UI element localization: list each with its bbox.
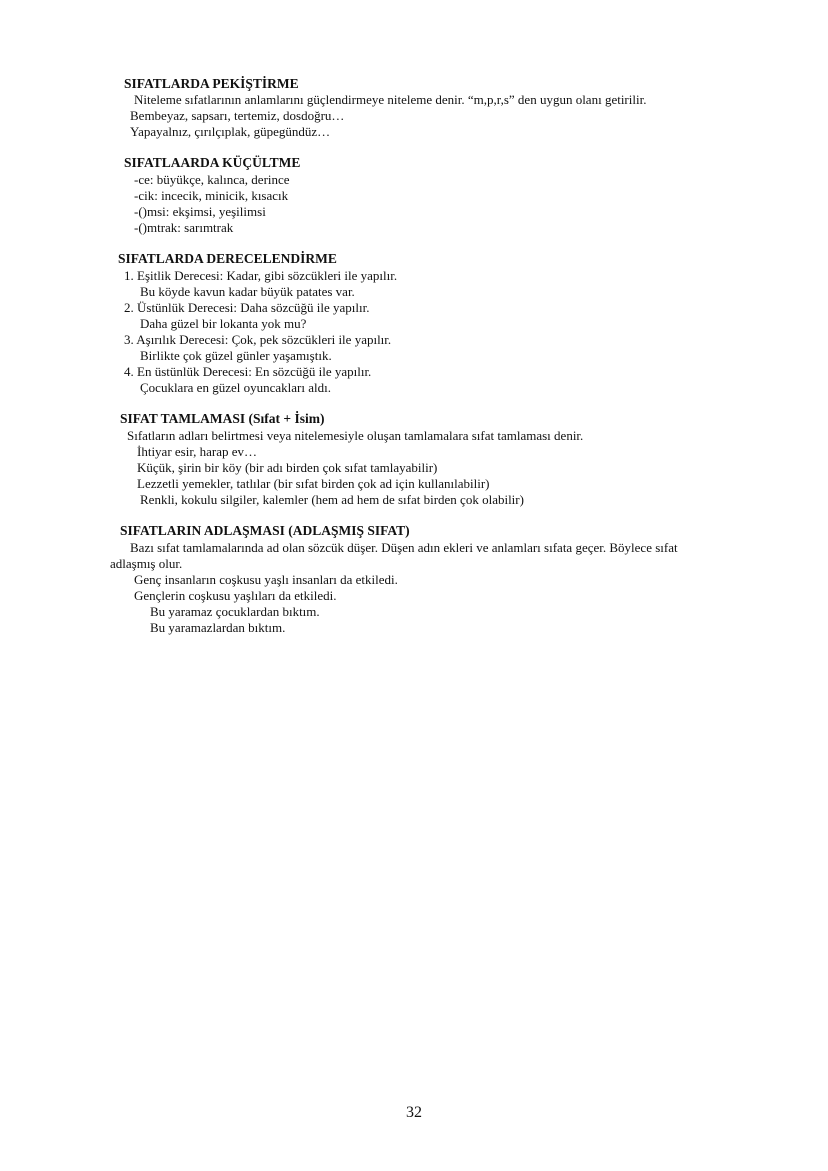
list-item: 3. Aşırılık Derecesi: Çok, pek sözcükleri ile yapılır.	[124, 332, 392, 347]
list-item: 1. Eşitlik Derecesi: Kadar, gibi sözcükleri ile yapılır.	[124, 268, 398, 283]
example-line: Gençlerin coşkusu yaşlıları da etkiledi.	[134, 588, 337, 603]
paragraph-line: Bazı sıfat tamlamalarında ad olan sözcük düşer. Düşen adın ekleri ve anlamları sıfata geçer. Böylece sıfat	[130, 540, 678, 555]
section-heading-derecelendirme: SIFATLARDA DERECELENDİRME	[118, 251, 337, 266]
example-line: İhtiyar esir, harap ev…	[137, 444, 258, 459]
section-heading-kucultme: SIFATLAARDA KÜÇÜLTME	[124, 155, 301, 170]
example-line: Lezzetli yemekler, tatlılar (bir sıfat birden çok ad için kullanılabilir)	[137, 476, 490, 491]
example-line: Bu yaramaz çocuklardan bıktım.	[150, 604, 320, 619]
example-line: Bu köyde kavun kadar büyük patates var.	[140, 284, 355, 299]
list-item: 4. En üstünlük Derecesi: En sözcüğü ile yapılır.	[124, 364, 372, 379]
section-heading-sifat-tamlamasi: SIFAT TAMLAMASI (Sıfat + İsim)	[120, 411, 325, 426]
page-number: 32	[406, 1104, 422, 1121]
section-heading-adlasmasi: SIFATLARIN ADLAŞMASI (ADLAŞMIŞ SIFAT)	[120, 523, 410, 538]
paragraph-line: Sıfatların adları belirtmesi veya nitelemesiyle oluşan tamlamalara sıfat tamlaması denir.	[127, 428, 584, 443]
paragraph-line: Niteleme sıfatlarının anlamlarını güçlendirmeye niteleme denir. “m,p,r,s” den uygun olanı getirilir.	[134, 92, 647, 107]
suffix-line: -()msi: ekşimsi, yeşilimsi	[134, 204, 266, 219]
example-line: Birlikte çok güzel günler yaşamıştık.	[140, 348, 332, 363]
example-line: Genç insanların coşkusu yaşlı insanları da etkiledi.	[134, 572, 398, 587]
example-line: Çocuklara en güzel oyuncakları aldı.	[140, 380, 331, 395]
example-line: Yapayalnız, çırılçıplak, güpegündüz…	[130, 124, 331, 139]
suffix-line: -cik: incecik, minicik, kısacık	[134, 188, 289, 203]
paragraph-line: adlaşmış olur.	[110, 556, 183, 571]
suffix-line: -ce: büyükçe, kalınca, derince	[134, 172, 290, 187]
suffix-line: -()mtrak: sarımtrak	[134, 220, 234, 235]
example-line: Bu yaramazlardan bıktım.	[150, 620, 286, 635]
section-heading-pekistirme: SIFATLARDA PEKİŞTİRME	[124, 76, 299, 91]
example-line: Bembeyaz, sapsarı, tertemiz, dosdoğru…	[130, 108, 345, 123]
list-item: 2. Üstünlük Derecesi: Daha sözcüğü ile yapılır.	[124, 300, 370, 315]
example-line: Renkli, kokulu silgiler, kalemler (hem ad hem de sıfat birden çok olabilir)	[140, 492, 524, 507]
example-line: Daha güzel bir lokanta yok mu?	[140, 316, 307, 331]
example-line: Küçük, şirin bir köy (bir adı birden çok sıfat tamlayabilir)	[137, 460, 438, 475]
